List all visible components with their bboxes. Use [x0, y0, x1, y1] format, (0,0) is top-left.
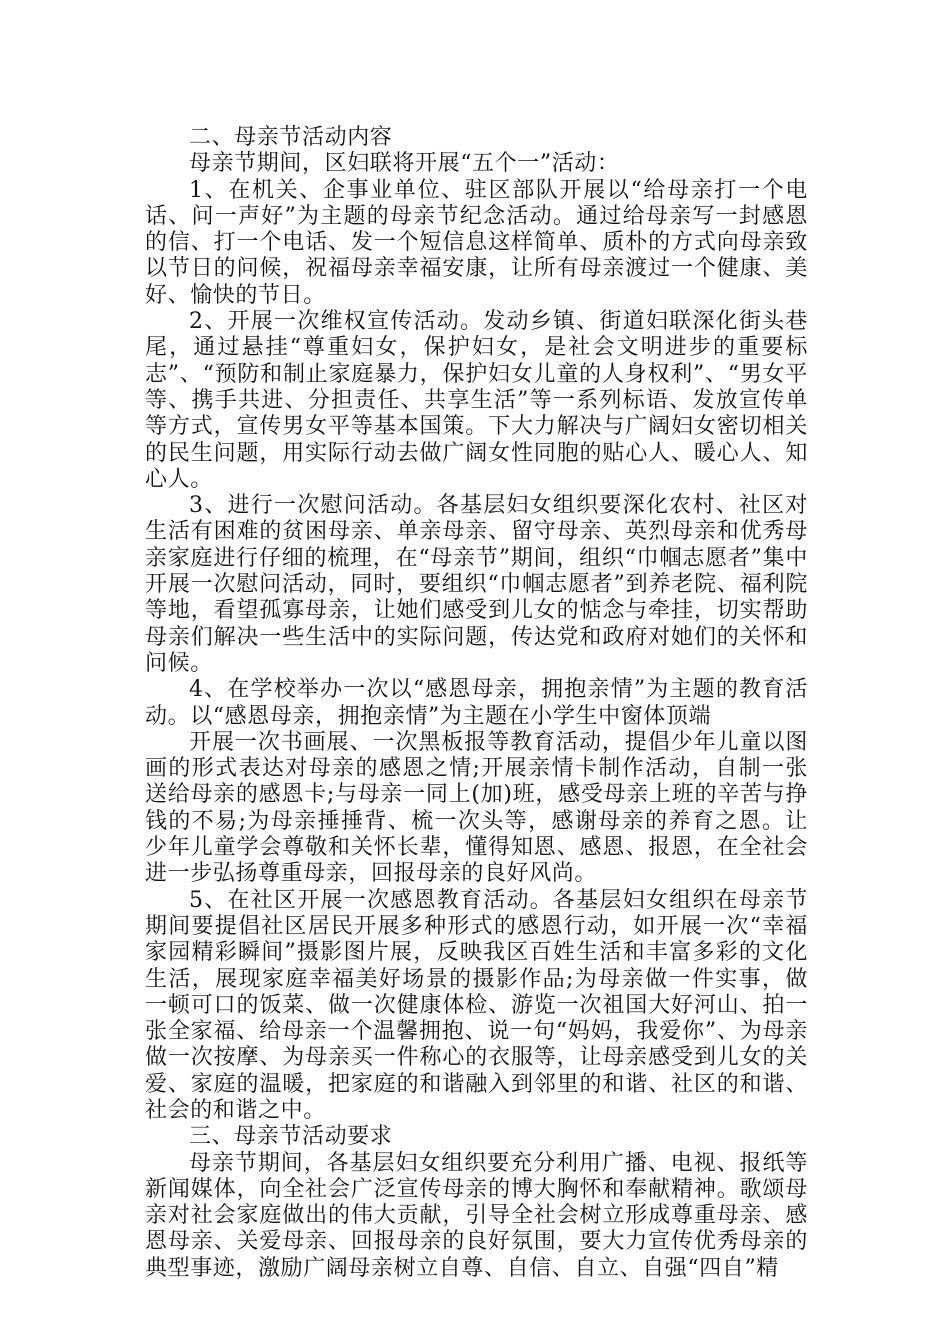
paragraph-requirements: 母亲节期间，各基层妇女组织要充分利用广播、电视、报纸等新闻媒体，向全社会广泛宣传母亲的博大胸怀和奉献精神。歌颂母亲对社会家庭做出的伟大贡献，引导全社会树立形成尊重母亲、感恩母亲、关爱母亲、回报母亲的良好氛围，要大力宣传优秀母亲的典型事迹，激励广阔母亲树立自尊、自信、自立、自强“四自”精 — [145, 1150, 808, 1281]
section-heading-2: 二、母亲节活动内容 — [189, 125, 393, 150]
paragraph-activity-4: 4、在学校举办一次以“感恩母亲，拥抱亲情”为主题的教育活动。以“感恩母亲，拥抱亲情”为主题在小学生中窗体顶端 — [145, 677, 808, 729]
section-heading-3: 三、母亲节活动要求 — [189, 1124, 393, 1150]
paragraph-activity-5: 5、在社区开展一次感恩教育活动。各基层妇女组织在母亲节期间要提倡社区居民开展多种形式的感恩行动，如开展一次“幸福家园精彩瞬间”摄影图片展，反映我区百姓生活和丰富多彩的文化生活，展现家庭幸福美好场景的摄影作品;为母亲做一件实事，做一顿可口的饭菜、做一次健康体检、游览一次祖国大好河山、拍一张全家福、给母亲一个温馨拥抱、说一句“妈妈，我爱你”、为母亲做一次按摩、为母亲买一件称心的衣服等，让母亲感受到儿女的关爱、家庭的温暖，把家庭的和谐融入到邻里的和谐、社区的和谐、社会的和谐之中。 — [145, 887, 808, 1123]
paragraph-activity-3: 3、进行一次慰问活动。各基层妇女组织要深化农村、社区对生活有困难的贫困母亲、单亲母亲、留守母亲、英烈母亲和优秀母亲家庭进行仔细的梳理，在“母亲节”期间，组织“巾帼志愿者”集中开展一次慰问活动，同时，要组织“巾帼志愿者”到养老院、福利院等地，看望孤寡母亲，让她们感受到儿女的惦念与牵挂，切实帮助母亲们解决一些生活中的实际问题，传达党和政府对她们的关怀和问候。 — [145, 493, 808, 676]
document-body — [145, 125, 808, 1282]
paragraph-intro: 母亲节期间，区妇联将开展“五个一”活动： — [189, 151, 620, 177]
paragraph-activity-4-continued: 开展一次书画展、一次黑板报等教育活动，提倡少年儿童以图画的形式表达对母亲的感恩之情;开展亲情卡制作活动，自制一张送给母亲的感恩卡;与母亲一同上(加)班，感受母亲上班的辛苦与挣钱的不易;为母亲捶捶背、梳一次头等，感谢母亲的养育之恩。让少年儿童学会尊敬和关怀长辈，懂得知恩、感恩、报恩，在全社会进一步弘扬尊重母亲，回报母亲的良好风尚。 — [145, 729, 808, 887]
paragraph-activity-1: 1、在机关、企事业单位、驻区部队开展以“给母亲打一个电话、问一声好”为主题的母亲节纪念活动。通过给母亲写一封感恩的信、打一个电话、发一个短信息这样简单、质朴的方式向母亲致以节日的问候，祝福母亲幸福安康，让所有母亲渡过一个健康、美好、愉快的节日。 — [145, 177, 808, 308]
paragraph-activity-2: 2、开展一次维权宣传活动。发动乡镇、街道妇联深化街头巷尾，通过悬挂“尊重妇女，保护妇女，是社会文明进步的重要标志”、“预防和制止家庭暴力，保护妇女儿童的人身权利”、“男女平等、携手共进、分担责任、共享生活”等一系列标语、发放宣传单等方式，宣传男女平等基本国策。下大力解决与广阔妇女密切相关的民生问题，用实际行动去做广阔女性同胞的贴心人、暖心人、知心人。 — [145, 309, 808, 492]
